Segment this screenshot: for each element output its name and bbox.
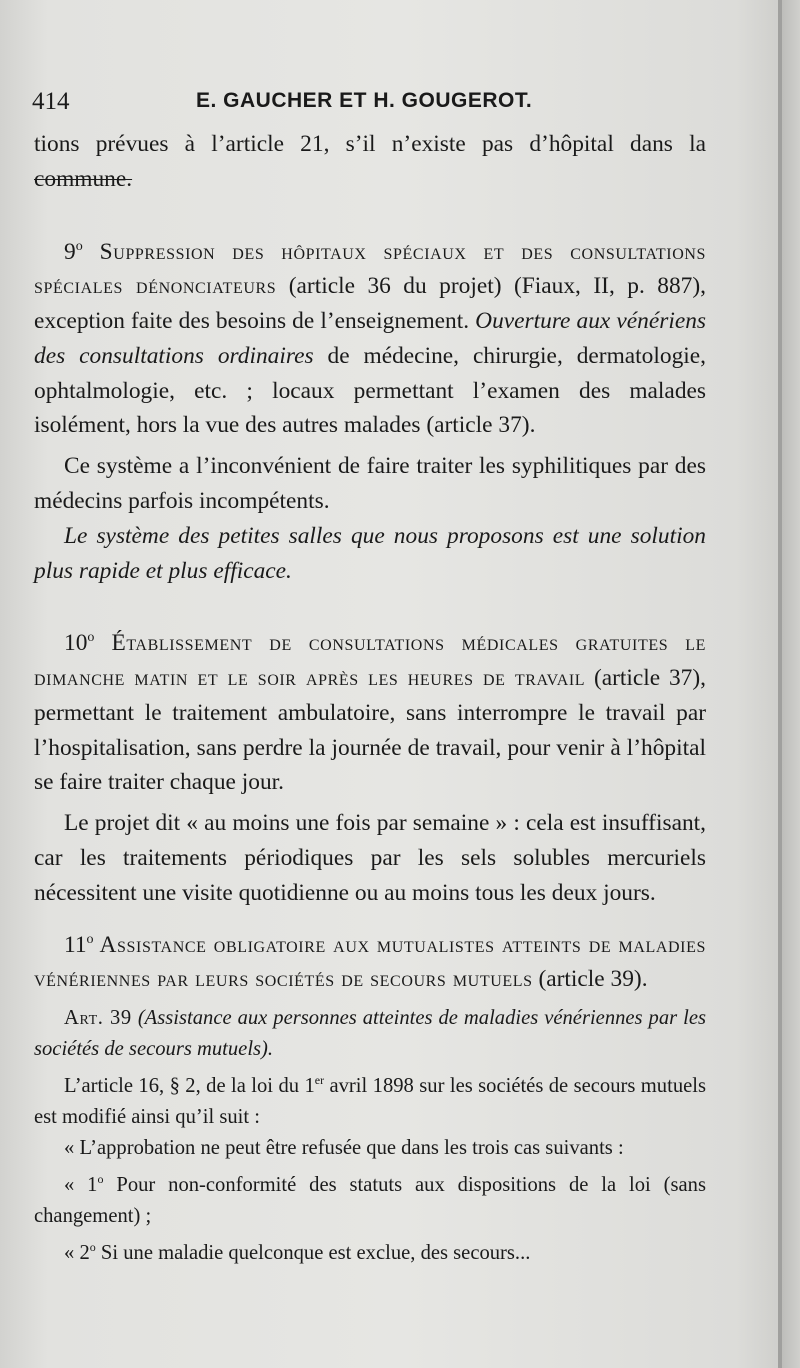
- ordinal-marker: o: [87, 630, 95, 646]
- binding-line: [778, 0, 782, 1368]
- paragraph-text: Pour non-conformité des statuts aux dispositions de la loi (sans changement) ;: [34, 1173, 706, 1227]
- paragraph-text: Si une maladie quelconque est exclue, des secours...: [95, 1241, 531, 1264]
- italic-paragraph: [34, 519, 706, 589]
- section-9-heading-paragraph: [34, 230, 706, 444]
- section-heading: Établissement de consultations médicales gratuites le dimanche matin et le soir après les heures de travail: [34, 630, 706, 691]
- paragraph-text: (article 37), permettant le traitement ambulatoire, sans interrompre le travail par l’hospitalisation, sans perdre la journée de travail, pour venir à l’hôpital se faire traiter chaque jour.: [34, 664, 706, 796]
- superscript: o: [97, 1171, 104, 1186]
- paragraph: Le projet dit « au moins une fois par semaine » : cela est insuffisant, car les traitements périodiques par les sels solubles mercuriels nécessitent une visite quotidienne ou au moins tous les deux jours.: [34, 810, 706, 906]
- running-head: E. GAUCHER ET H. GOUGEROT.: [196, 89, 533, 112]
- italic-text: Ouverture aux vénériens des consultations ordinaires: [34, 307, 707, 369]
- italic-text: Le système des petites salles que nous proposons est une solution plus rapide et plus efficace.: [34, 522, 706, 584]
- article-39-title: [34, 1003, 706, 1065]
- paragraph-text: « 1: [64, 1173, 98, 1196]
- page-edge-shadow: [782, 0, 800, 1368]
- section-heading: Suppression des hôpitaux spéciaux et des consultations spéciales dénonciateurs: [34, 238, 706, 300]
- paragraph-text: (article 39).: [532, 966, 648, 993]
- paragraph-text: de médecine, chirurgie, dermatologie, ophtalmologie, etc. ; locaux permettant l’examen des malades isolément, hors la vue des autres malades (article 37).: [34, 342, 706, 439]
- article-paragraph: [34, 1065, 706, 1133]
- ordinal-marker: o: [86, 931, 94, 947]
- article-paragraph: [34, 1164, 706, 1232]
- continuation-paragraph: [34, 127, 706, 197]
- page-header: [32, 88, 740, 118]
- article-label: Art. 39: [64, 1006, 132, 1029]
- section-11-heading-paragraph: [34, 923, 706, 997]
- paragraph: Ce système a l’inconvénient de faire traiter les syphilitiques par des médecins parfois incompétents.: [34, 453, 706, 514]
- page-number: 414: [32, 88, 70, 115]
- struck-word: commune.: [34, 165, 133, 192]
- section-10-heading-paragraph: [34, 621, 706, 800]
- article-paragraph: « L’approbation ne peut être refusée que dans les trois cas suivants :: [64, 1136, 624, 1159]
- article-39-block: [34, 1003, 706, 1269]
- article-paragraph: [34, 1232, 706, 1269]
- superscript: o: [89, 1239, 96, 1254]
- paragraph-text: tions prévues à l’article 21, s’il n’existe pas d’hôpital dans la: [34, 131, 706, 157]
- section-heading: Assistance obligatoire aux mutualistes atteints de maladies vénériennes par leurs sociétés de secours mutuels: [34, 931, 706, 993]
- ordinal-marker: o: [75, 238, 83, 254]
- section-number: 11: [64, 931, 87, 958]
- superscript: er: [314, 1072, 325, 1087]
- section-number: 10: [64, 630, 88, 657]
- paragraph-text: « 2: [64, 1241, 90, 1264]
- section-number: 9: [64, 238, 76, 265]
- article-title: (Assistance aux personnes atteintes de maladies vénériennes par les sociétés de secours mutuels).: [34, 1006, 706, 1060]
- paragraph-text: L’article 16, § 2, de la loi du 1: [64, 1074, 315, 1097]
- page-body: [34, 127, 706, 1269]
- paragraph-text: avril 1898 sur les sociétés de secours mutuels est modifié ainsi qu’il suit :: [34, 1074, 706, 1128]
- paragraph-text: (article 36 du projet) (Fiaux, II, p. 887), exception faite des besoins de l’enseignement.: [34, 273, 706, 334]
